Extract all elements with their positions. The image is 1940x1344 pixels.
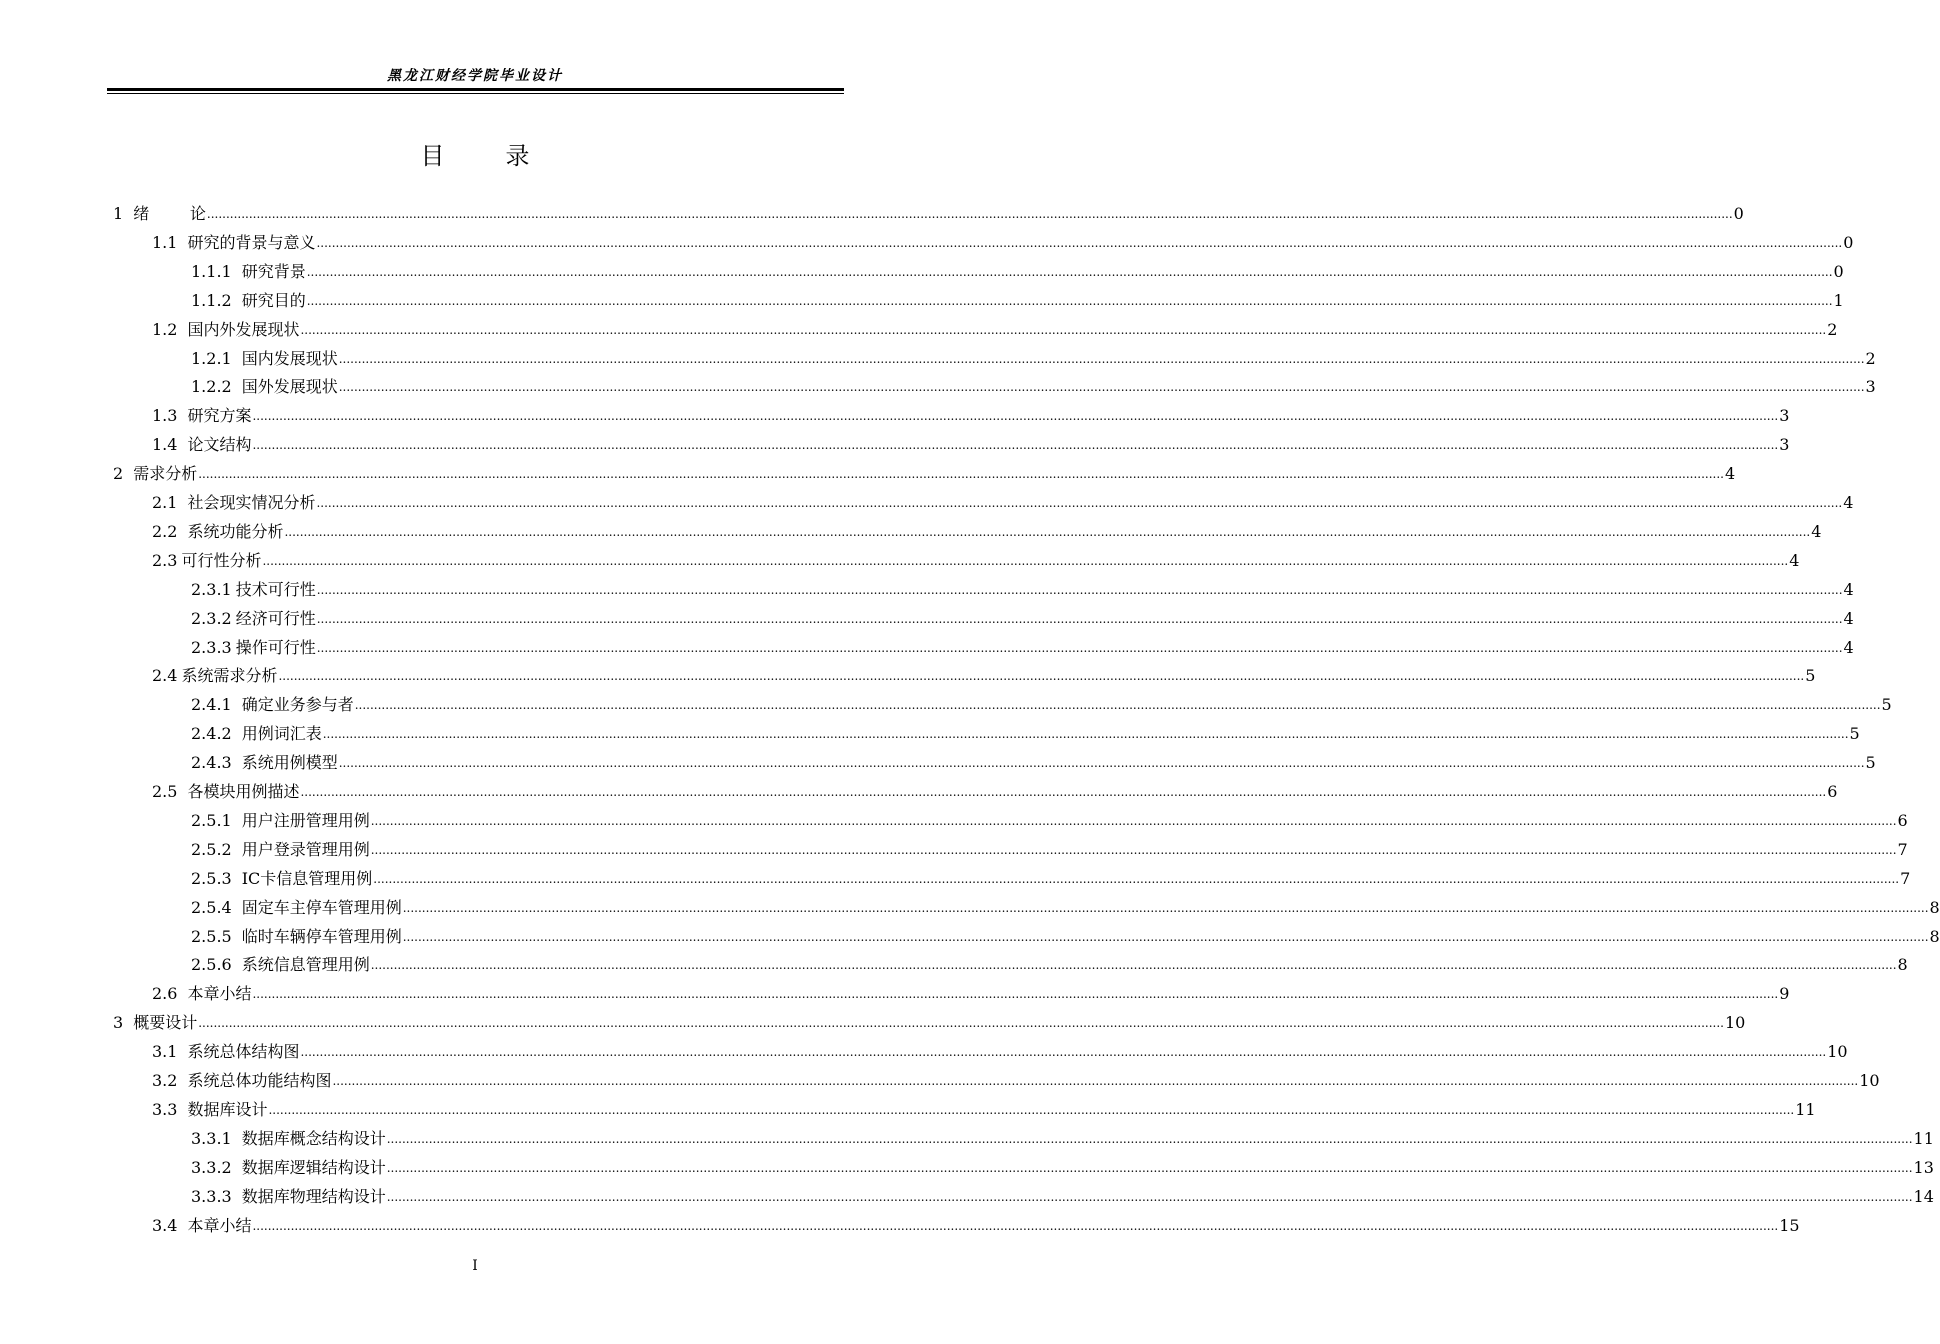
toc-entry[interactable]	[191, 745, 1876, 774]
toc-entry-number: 3.3	[152, 1099, 178, 1119]
toc-entry-page: 5	[1881, 695, 1892, 715]
toc-entry-page: 10	[1827, 1042, 1848, 1062]
toc-entry-text: 数据库逻辑结构设计	[241, 1157, 386, 1177]
toc-entry-page: 2	[1865, 348, 1876, 368]
toc-entry-page: 10	[1724, 1013, 1746, 1033]
toc-dot-leader: ................................................................................................................................................................................................................................................................................................................................................................................................................	[332, 1074, 1859, 1088]
toc-entry-text: 系统总体功能结构图	[187, 1071, 332, 1090]
toc-entry[interactable]	[191, 687, 1892, 716]
toc-entry-number: 3.1	[152, 1042, 178, 1062]
toc-entry[interactable]	[191, 254, 1844, 283]
toc-entry-number: 2.5.5	[191, 926, 232, 946]
toc-entry-page: 3	[1779, 435, 1790, 455]
toc-entry-page: 4	[1811, 521, 1822, 541]
toc-entry-text: 研究背景	[241, 261, 306, 281]
toc-entry-number: 1	[113, 204, 124, 223]
toc-entry-number: 2.5.4	[191, 897, 232, 917]
toc-entry-text: 临时车辆停车管理用例	[241, 926, 402, 946]
toc-entry-page: 8	[1929, 926, 1940, 946]
toc-entry-text: 研究目的	[241, 290, 306, 310]
header-title: 黑龙江财经学院毕业设计	[387, 68, 563, 84]
toc-entry-page: 4	[1724, 464, 1736, 484]
toc-dot-leader: ................................................................................................................................................................................................................................................................................................................................................................................................................	[386, 1131, 1913, 1146]
toc-dot-leader: ................................................................................................................................................................................................................................................................................................................................................................................................................	[300, 1045, 1827, 1060]
toc-entry[interactable]	[152, 1034, 1848, 1063]
toc-entry-number: 2.3.1	[191, 579, 232, 599]
toc-entry[interactable]	[152, 225, 1854, 254]
toc-dot-leader: ................................................................................................................................................................................................................................................................................................................................................................................................................	[354, 698, 1881, 713]
toc-dot-leader: ................................................................................................................................................................................................................................................................................................................................................................................................................	[306, 293, 1833, 308]
toc-entry-number: 3.2	[152, 1071, 178, 1090]
toc-entry-page: 10	[1859, 1071, 1880, 1090]
toc-entry-page: 8	[1929, 897, 1940, 917]
toc-entry-text: 用例词汇表	[241, 724, 322, 744]
toc-entry-number: 2.6	[152, 984, 178, 1004]
toc-entry-page: 11	[1795, 1099, 1816, 1119]
toc-dot-leader: ................................................................................................................................................................................................................................................................................................................................................................................................................	[284, 524, 1811, 539]
toc-entry-number: 1.3	[152, 406, 178, 426]
toc-entry-text: 国外发展现状	[241, 377, 338, 397]
toc-entry-page: 4	[1843, 637, 1854, 657]
toc-dot-leader: ................................................................................................................................................................................................................................................................................................................................................................................................................	[373, 871, 1900, 886]
toc-entry-number: 2.3	[152, 550, 178, 570]
toc-entry-number: 2.3.3	[191, 637, 232, 657]
toc-dot-leader: ................................................................................................................................................................................................................................................................................................................................................................................................................	[206, 207, 1733, 221]
toc-entry[interactable]	[152, 976, 1790, 1005]
toc-entry[interactable]	[191, 283, 1844, 312]
toc-entry-page: 4	[1843, 493, 1854, 512]
page-number: I	[472, 1258, 478, 1274]
toc-entry-number: 1.2	[152, 319, 178, 339]
toc-entry-page: 4	[1843, 579, 1854, 599]
toc-entry-text: 研究的背景与意义	[187, 232, 316, 252]
toc-dot-leader: ................................................................................................................................................................................................................................................................................................................................................................................................................	[268, 1102, 1795, 1117]
toc-entry-number: 2.3.2	[191, 608, 232, 628]
toc-dot-leader: ................................................................................................................................................................................................................................................................................................................................................................................................................	[386, 1189, 1913, 1204]
toc-entry-number: 3	[113, 1013, 124, 1033]
toc-entry[interactable]	[191, 832, 1908, 861]
toc-entry-page: 8	[1897, 955, 1908, 975]
toc-entry-number: 2	[113, 464, 124, 484]
toc-entry[interactable]	[191, 601, 1854, 630]
toc-entry-text: 数据库概念结构设计	[241, 1128, 386, 1148]
toc-entry-text: 绪 论	[133, 204, 206, 223]
toc-entry-number: 2.2	[152, 521, 178, 541]
toc-dot-leader: ................................................................................................................................................................................................................................................................................................................................................................................................................	[252, 438, 1779, 453]
toc-entry-page: 7	[1900, 868, 1911, 888]
toc-entry-number: 2.5.2	[191, 839, 232, 859]
toc-dot-leader: ................................................................................................................................................................................................................................................................................................................................................................................................................	[322, 727, 1849, 742]
toc-entry-number: 2.4.2	[191, 724, 232, 744]
toc-entry-page: 5	[1805, 666, 1816, 686]
toc-entry-text: 本章小结	[187, 984, 252, 1004]
toc-entry-number: 1.1.1	[191, 261, 232, 281]
toc-entry-page: 4	[1789, 550, 1800, 570]
header-rule-thick	[107, 88, 844, 91]
toc-entry[interactable]	[191, 890, 1940, 919]
toc-entry[interactable]	[191, 1150, 1934, 1179]
toc-dot-leader: ................................................................................................................................................................................................................................................................................................................................................................................................................	[316, 640, 1843, 655]
toc-entry-number: 2.5.3	[191, 868, 232, 888]
toc-dot-leader: ................................................................................................................................................................................................................................................................................................................................................................................................................	[316, 496, 1843, 510]
toc-entry-page: 14	[1913, 1186, 1934, 1206]
toc-entry[interactable]	[191, 716, 1860, 745]
toc-dot-leader: ................................................................................................................................................................................................................................................................................................................................................................................................................	[402, 900, 1929, 915]
toc-entry-number: 1.2.2	[191, 377, 232, 397]
toc-entry-text: 操作可行性	[235, 637, 316, 657]
toc-dot-leader: ................................................................................................................................................................................................................................................................................................................................................................................................................	[300, 322, 1827, 337]
toc-entry-page: 0	[1733, 204, 1744, 223]
toc-entry-page: 9	[1779, 984, 1790, 1004]
toc-entry-text: 数据库物理结构设计	[241, 1186, 386, 1206]
toc-entry-text: 研究方案	[187, 406, 252, 426]
toc-entry-text: 技术可行性	[235, 579, 316, 599]
toc-entry-text: 可行性分析	[181, 550, 262, 570]
toc-dot-leader: ................................................................................................................................................................................................................................................................................................................................................................................................................	[252, 987, 1779, 1002]
toc-entry-text: 系统用例模型	[241, 753, 338, 773]
toc-entry[interactable]	[191, 1121, 1934, 1150]
toc-entry-number: 1.1	[152, 232, 178, 252]
toc-dot-leader: ................................................................................................................................................................................................................................................................................................................................................................................................................	[262, 553, 1789, 568]
toc-entry[interactable]	[152, 312, 1838, 341]
toc-entry-page: 3	[1865, 377, 1876, 397]
toc-entry-text: 系统需求分析	[181, 666, 278, 686]
toc-entry-text: 用户登录管理用例	[241, 839, 370, 859]
toc-entry-page: 4	[1843, 608, 1854, 628]
toc-entry-text: 系统总体结构图	[187, 1042, 300, 1062]
toc-dot-leader: ................................................................................................................................................................................................................................................................................................................................................................................................................	[338, 380, 1865, 395]
toc-entry-page: 7	[1897, 839, 1908, 859]
toc-entry-number: 2.4.3	[191, 753, 232, 773]
toc-dot-leader: ................................................................................................................................................................................................................................................................................................................................................................................................................	[252, 1218, 1779, 1233]
toc-entry-number: 2.5	[152, 782, 178, 801]
toc-entry-page: 11	[1913, 1128, 1934, 1148]
toc-entry-number: 1.2.1	[191, 348, 232, 368]
toc-entry-text: 系统功能分析	[187, 521, 284, 541]
toc-entry[interactable]	[152, 398, 1790, 427]
toc-entry-page: 6	[1897, 810, 1908, 830]
toc-entry[interactable]	[113, 456, 1736, 485]
toc-entry-text: 各模块用例描述	[187, 782, 300, 801]
toc-dot-leader: ................................................................................................................................................................................................................................................................................................................................................................................................................	[402, 929, 1929, 944]
toc-dot-leader: ................................................................................................................................................................................................................................................................................................................................................................................................................	[370, 958, 1897, 973]
toc-entry-page: 15	[1779, 1215, 1800, 1235]
toc-entry-page: 1	[1833, 290, 1844, 310]
toc-dot-leader: ................................................................................................................................................................................................................................................................................................................................................................................................................	[252, 409, 1779, 424]
toc-entry-page: 6	[1827, 782, 1838, 801]
toc-entry[interactable]	[152, 543, 1800, 572]
toc-entry[interactable]	[113, 1005, 1746, 1034]
toc-entry[interactable]	[152, 1208, 1800, 1237]
toc-entry-text: 固定车主停车管理用例	[241, 897, 402, 917]
toc-entry-number: 3.3.2	[191, 1157, 232, 1177]
toc-entry-text: 经济可行性	[235, 608, 316, 628]
toc-entry[interactable]	[152, 1063, 1880, 1092]
toc-dot-leader: ................................................................................................................................................................................................................................................................................................................................................................................................................	[338, 756, 1865, 771]
toc-entry-text: 论文结构	[187, 435, 252, 455]
toc-entry-text: 社会现实情况分析	[187, 493, 316, 512]
toc-dot-leader: ................................................................................................................................................................................................................................................................................................................................................................................................................	[386, 1160, 1913, 1175]
toc-entry-page: 2	[1827, 319, 1838, 339]
toc-entry[interactable]	[152, 774, 1838, 803]
toc-entry-text: IC卡信息管理用例	[241, 868, 373, 888]
toc-dot-leader: ................................................................................................................................................................................................................................................................................................................................................................................................................	[316, 582, 1843, 597]
toc-entry-text: 国内发展现状	[241, 348, 338, 368]
toc-entry[interactable]	[152, 1092, 1816, 1121]
toc-entry-text: 系统信息管理用例	[241, 955, 370, 975]
toc-entry-number: 2.4.1	[191, 695, 232, 715]
toc-entry-text: 国内外发展现状	[187, 319, 300, 339]
toc-entry-text: 概要设计	[133, 1013, 198, 1033]
toc-dot-leader: ................................................................................................................................................................................................................................................................................................................................................................................................................	[198, 467, 1724, 482]
toc-entry-number: 3.3.3	[191, 1186, 232, 1206]
toc-entry-page: 0	[1833, 261, 1844, 281]
toc-dot-leader: ................................................................................................................................................................................................................................................................................................................................................................................................................	[198, 1016, 1724, 1031]
toc-entry[interactable]	[152, 514, 1822, 543]
toc-entry[interactable]	[113, 196, 1744, 225]
toc-entry-number: 3.4	[152, 1215, 178, 1235]
toc-entry-number: 3.3.1	[191, 1128, 232, 1148]
header-rule-thin	[107, 93, 844, 94]
toc-entry[interactable]	[191, 341, 1876, 370]
toc-entry-text: 数据库设计	[187, 1099, 268, 1119]
toc-entry-page: 13	[1913, 1157, 1934, 1177]
toc-dot-leader: ................................................................................................................................................................................................................................................................................................................................................................................................................	[338, 351, 1865, 366]
toc-entry[interactable]	[152, 658, 1816, 687]
toc-dot-leader: ................................................................................................................................................................................................................................................................................................................................................................................................................	[370, 813, 1897, 828]
toc-entry[interactable]	[191, 630, 1854, 659]
toc-entry[interactable]	[152, 427, 1790, 456]
toc-entry-page: 0	[1843, 232, 1854, 252]
toc-entry-text: 本章小结	[187, 1215, 252, 1235]
toc-entry-number: 1.4	[152, 435, 178, 455]
toc-entry-number: 2.4	[152, 666, 178, 686]
toc-entry[interactable]	[152, 485, 1854, 514]
toc-entry-page: 5	[1849, 724, 1860, 744]
toc-entry-number: 2.5.1	[191, 810, 232, 830]
toc-entry-number: 1.1.2	[191, 290, 232, 310]
toc-entry-page: 5	[1865, 753, 1876, 773]
toc-entry[interactable]	[191, 369, 1876, 398]
toc-title: 目 录	[420, 142, 530, 170]
toc-entry[interactable]	[191, 947, 1908, 976]
toc-entry[interactable]	[191, 861, 1911, 890]
toc-dot-leader: ................................................................................................................................................................................................................................................................................................................................................................................................................	[300, 785, 1827, 799]
toc-dot-leader: ................................................................................................................................................................................................................................................................................................................................................................................................................	[370, 842, 1897, 857]
toc-entry-page: 3	[1779, 406, 1790, 426]
toc-entry-number: 2.1	[152, 493, 178, 512]
toc-entry-number: 2.5.6	[191, 955, 232, 975]
toc-dot-leader: ................................................................................................................................................................................................................................................................................................................................................................................................................	[316, 611, 1843, 626]
toc-entry[interactable]	[191, 919, 1940, 948]
toc-dot-leader: ................................................................................................................................................................................................................................................................................................................................................................................................................	[278, 669, 1805, 684]
toc-entry[interactable]	[191, 1179, 1934, 1208]
toc-entry-text: 用户注册管理用例	[241, 810, 370, 830]
toc-entry-text: 需求分析	[133, 464, 198, 484]
toc-entry[interactable]	[191, 803, 1908, 832]
toc-dot-leader: ................................................................................................................................................................................................................................................................................................................................................................................................................	[306, 264, 1833, 279]
toc-entry[interactable]	[191, 572, 1854, 601]
toc-dot-leader: ................................................................................................................................................................................................................................................................................................................................................................................................................	[316, 235, 1843, 250]
toc-entry-text: 确定业务参与者	[241, 695, 354, 715]
